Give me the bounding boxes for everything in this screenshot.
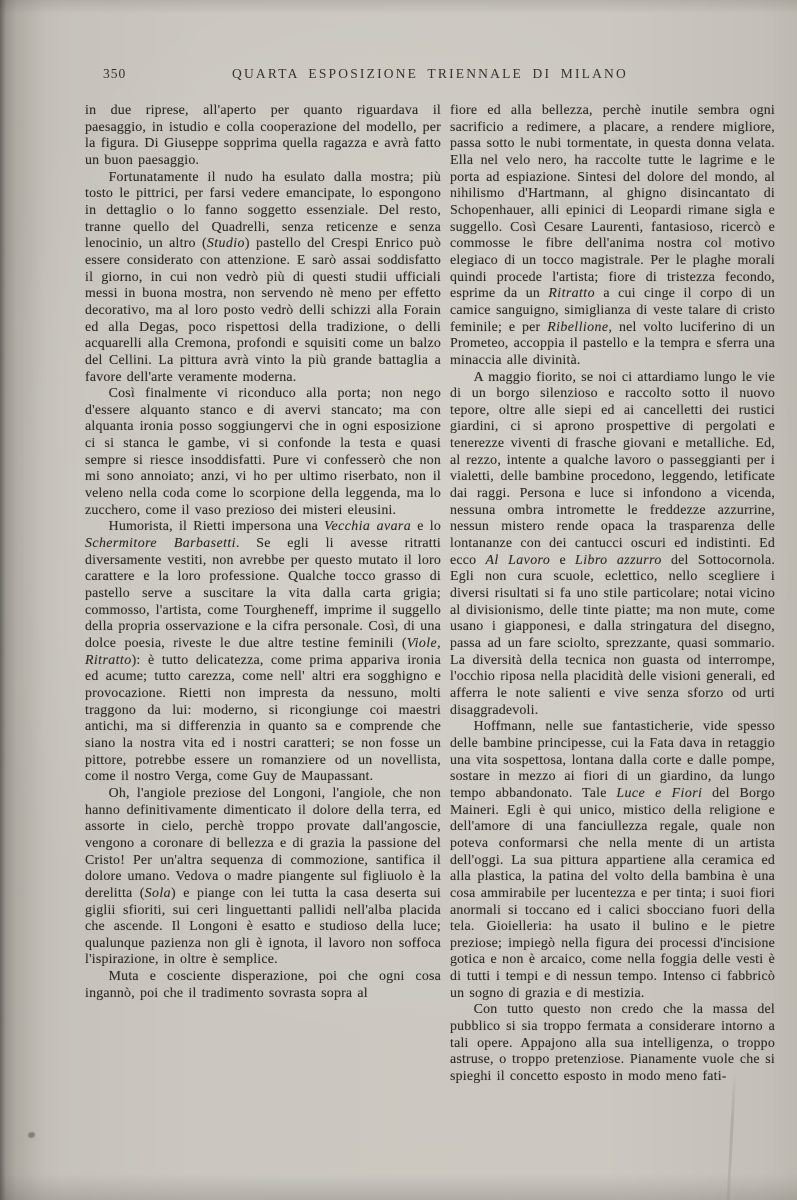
page-number: 350 [103, 66, 127, 81]
paragraph: fiore ed alla bellezza, perchè inutile sembra ogni sacrificio a redimere, a placare, a rendere migliore, passa sotto le nubi tormentate, in questa donna velata. Ella nel velo nero, ha raccolte tutte le lagrime e le porta ad espiazione. Sintesi del dolore del mondo, al nihilismo d'Hartmann, al ghigno disincantato di Schopenhauer, alli epinici di Leopardi rimane sigla e suggello. Così Cesare Laurenti, fantasioso, ricercò e commosse le fibre dell'anima nostra col motivo elegiaco di un tocco magistrale. Per le plaghe morali quindi procede l'artista; fiore di tristezza fecondo, esprime da un Ritratto a cui cinge il corpo di un camice sanguigno, simiglianza di veste talare di cristo feminile; e per Ribellione, nel volto luciferino di un Prometeo, accoppia il pastello e la tempra e sferra una minaccia alle divinità. [450, 103, 775, 368]
scan-edge-shadow-left [0, 0, 42, 1200]
running-head [85, 66, 775, 86]
paragraph: A maggio fiorito, se noi ci attardiamo lungo le vie di un borgo silenzioso e raccolto sotto il nuovo tepore, oltre alle siepi ed ai cancelletti dei rustici giardini, ci si aprono prospettive di pergolati e tenerezze viventi di frasche giovani e metalliche. Ed, al rezzo, intente a qualche lavoro o passeggianti per i vialetti, delle bambine procedono, leggendo, letificate dai raggi. Persona e luce si infondono a vicenda, nessuna ombra intromette le freddezze azzurrine, nessun mistero rende opaca la trasparenza delle lontananze con dei cantucci oscuri ed indistinti. Ed ecco Al Lavoro e Libro azzurro del Sottocornola. Egli non cura scuole, eclettico, nello scegliere i diversi risultati si fa uno stile particolare; notai vicino al divisionismo, delle tinte piatte; ma non mute, come usano i giapponesi, e dalla stringatura del disegno, passa ad un fare sciolto, sprezzante, quasi sommario. La diversità della tecnica non guasta od interrompe, l'occhio riposa nella placidità delle visioni generali, ed afferra le note salienti e vive senza sforzo od urti disaggradevoli. [450, 369, 775, 718]
paragraph: in due riprese, all'aperto per quanto riguardava il paesaggio, in istudio e colla cooperazione del modello, per la figura. Di Giuseppe sopprima quella ragazza e avrà fatto un buon paesaggio. [85, 103, 441, 168]
column-left [85, 103, 441, 1086]
paragraph: Con tutto questo non credo che la massa del pubblico si sia troppo fermata a considerare intorno a tali opere. Appajono alla sua intelligenza, o troppo astruse, o troppo pretenziose. Pianamente vuole che si spieghi il concetto esposto in modo meno fati- [450, 1002, 775, 1085]
paragraph: Oh, l'angiole preziose del Longoni, l'angiole, che non hanno definitivamente dimenticato il dolore della terra, ed assorte in cielo, perchè troppo provate dall'angoscie, vengono a coronare di bellezza e di grazia la passione del Cristo! Per un'altra sequenza di commozione, santifica il dolore umano. Vedova o madre piangente sul figliuolo è la derelitta (Sola) e piange con lei tutta la casa deserta sui giglii sfioriti, sui ceri linguettanti pallidi nell'alba placida che ascende. Il Longoni è esatto e studioso della luce; qualunque pazienza non gli è ignota, il lavoro non soffoca l'ispirazione, in oltre è semplice. [85, 785, 441, 968]
paragraph: Così finalmente vi riconduco alla porta; non nego d'essere alquanto stanco e di avervi stancato; ma con alquanta ironia posso soggiungervi che in ogni esposizione ci si stanca le gambe, vi si confonde la testa e quasi sempre si riesce insoddisfatti. Pure vi confesserò che non mi sono annoiato; anzi, vi ho per ultimo riserbato, non il veleno nella coda come lo scorpione della leggenda, ma lo zucchero, come il vaso prezioso dei misteri eleusini. [85, 386, 441, 518]
scan-edge-shadow-top [0, 0, 797, 14]
paragraph: Fortunatamente il nudo ha esulato dalla mostra; più tosto le pittrici, per farsi vedere emancipate, lo espongono in dettaglio o lo fanno soggetto essenziale. Del resto, tranne quello del Quadrelli, senza reticenze e senza lenocinio, un altro (Studio) pastello del Crespi Enrico può essere considerato con attenzione. E sarò assai soddisfatto il giorno, in cui non vedrò più di questi studii ufficiali messi in buona mostra, non servendo nè meno per effetto decorativo, ma al loro posto vedrò delli schizzi alla Forain ed alla Degas, poco rispettosi della tradizione, o delli acquarelli alla Cremona, profondi e squisiti come un balzo del Cellini. La pittura avrà vinto la più grande battaglia a favore dell'arte veramente moderna. [85, 169, 441, 385]
paper-crease [727, 1070, 737, 1200]
header-title: QUARTA ESPOSIZIONE TRIENNALE DI MILANO [232, 66, 628, 81]
scan-edge-shadow-bottom [0, 1174, 797, 1200]
column-right [450, 103, 775, 1086]
ink-speck [28, 1132, 35, 1138]
paragraph: Hoffmann, nelle sue fantasticherie, vide spesso delle bambine principesse, cui la Fata dava in retaggio una vita sospettosa, lontana dalla corte e dalle pompe, sostare in mezzo ai fiori di un giardino, da lungo tempo abbandonato. Tale Luce e Fiori del Borgo Maineri. Egli è qui unico, mistico della religione e dell'amore di una fanciullezza regale, quale non poteva conformarsi che nella mente di un artista dell'oggi. La sua pittura appartiene alla ceramica ed alla plastica, la patina del volto della bambina è una cosa ammirabile per lucentezza e per tinta; i suoi fiori anormali si toccano ed i calici sbocciano fuori della tela. Gioielleria: ha usato il bulino e le pietre preziose; impiegò nella figura dei processi d'incisione gotica e non è arcaico, come nella foggia delle vesti è di tutti i tempi e di nessun tempo. Intenso ci fabbricò un sogno di grazia e di mestizia. [450, 719, 775, 1001]
paragraph: Humorista, il Rietti impersona una Vecchia avara e lo Schermitore Barbasetti. Se egli li avesse ritratti diversamente vestiti, non avrebbe per questo mutato il loro carattere e la loro professione. Qualche tocco grasso di pastello serve a suscitare la vita dalla carta grigia; commosso, l'artista, come Tourgheneff, imprime il suggello della propria osservazione e la cifra personale. Così, di una dolce poesia, riveste le due altre testine feminili (Viole, Ritratto): è tutto delicatezza, come prima appariva ironia ed acume; tutto carezza, come nell' altri era sogghigno e provocazione. Rietti non impresta da nessuno, molti traggono da lui: moderno, si ricongiunge coi maestri antichi, ma si differenzia in quanto sa e comprende che siano la nostra vita ed i nostri caratteri; se non fosse un pittore, potrebbe essere un romanziere od un novellista, come il nostro Verga, come Guy de Maupassant. [85, 519, 441, 785]
paragraph: Muta e cosciente disperazione, poi che ogni cosa ingannò, poi che il tradimento sovrasta sopra al [85, 969, 441, 1001]
two-column-text [85, 103, 775, 1086]
